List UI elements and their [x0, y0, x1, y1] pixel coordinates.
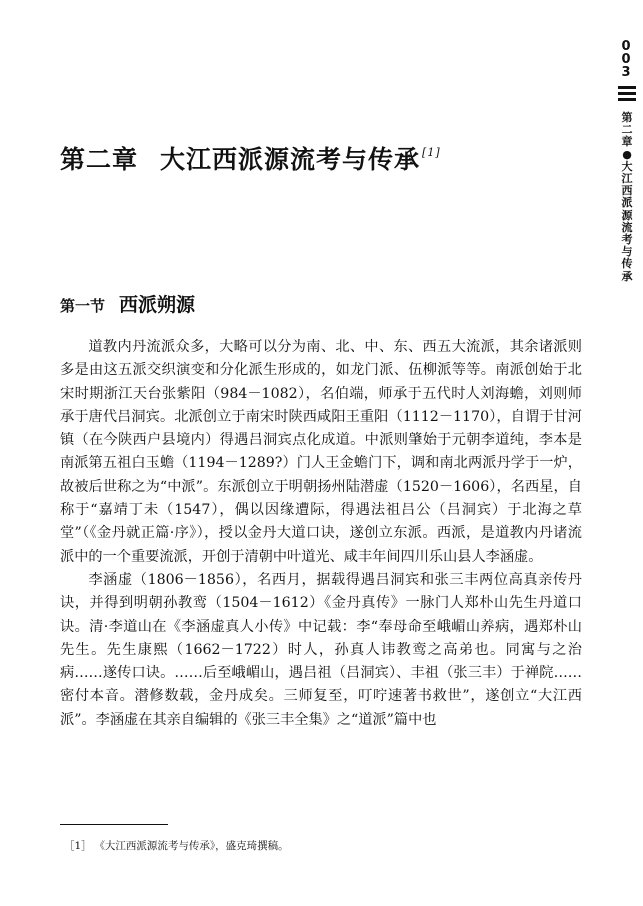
page-number-digit: 3 — [621, 65, 631, 80]
body-text — [60, 336, 582, 732]
footnote-divider — [60, 824, 168, 825]
section-title — [60, 290, 195, 317]
page-number-digit: 0 — [621, 52, 631, 67]
paragraph: 道教内丹流派众多，大略可以分为南、北、中、东、西五大流派，其余诸派则多是由这五派交织演变和分化派生形成的，如龙门派、伍柳派等等。南派创始于北宋时期浙江天台张紫阳（984－1082），名伯端，师承于五代时人刘海蟾，刘则师承于唐代吕洞宾。北派创立于南宋时陕西咸阳王重阳（1112－1170），自谓于甘河镇（在今陕西户县境内）得遇吕洞宾点化成道。中派则肇始于元朝李道纯，李本是南派第五祖白玉蟾（1194－1289?）门人王金蟾门下，调和南北两派丹学于一炉，故被后世称之为“中派”。东派创立于明朝扬州陆潜虚（1520－1606），名西星，自称于“嘉靖丁未（1547），偶以因缘遭际，得遇法祖吕公（吕洞宾）于北海之草堂”（《金丹就正篇·序》），授以金丹大道口诀，遂创立东派。西派，是道教内丹诸流派中的一个重要流派，开创于清朝中叶道光、咸丰年间四川乐山县人李涵虚。 — [60, 339, 582, 565]
paragraph: 李涵虚（1806－1856），名西月，据载得遇吕洞宾和张三丰两位高真亲传丹诀，并得到明朝孙教鸾（1504－1612）《金丹真传》一脉门人郑朴山先生丹道口诀。清·李道山在《李涵虚真人小传》中记载：李“奉母命至峨嵋山养病，遇郑朴山先生。先生康熙（1662－1722）时人，孙真人讳教鸾之高弟也。同寓与之治病……遂传口诀。……后至峨嵋山，遇吕祖（吕洞宾）、丰祖（张三丰）于禅院……密付本音。潜修数载，金丹成矣。三师复至，叮咛速著书救世”，遂创立“大江西派”。李涵虚在其亲自编辑的《张三丰全集》之“道派”篇中也 — [60, 571, 582, 728]
section-number: 第一节 — [60, 297, 106, 315]
footnote-mark: ［1］ — [64, 840, 92, 852]
running-head: 第二章●大江西派源流考与传承 — [621, 111, 633, 283]
page-number-digit: 0 — [621, 39, 631, 54]
chapter-number: 第二章 — [60, 145, 139, 174]
chapter-note-ref[interactable]: [1] — [422, 146, 441, 159]
page-number — [619, 40, 633, 79]
chapter-title — [60, 140, 441, 176]
footnote — [64, 838, 289, 853]
section-title-text: 西派朔源 — [119, 294, 196, 316]
footnote-text: 《大江西派源流考与传承》，盛克琦撰稿。 — [99, 840, 289, 852]
chapter-title-text: 大江西派源流考与传承 — [160, 145, 421, 174]
page-marker-bars — [618, 86, 636, 104]
